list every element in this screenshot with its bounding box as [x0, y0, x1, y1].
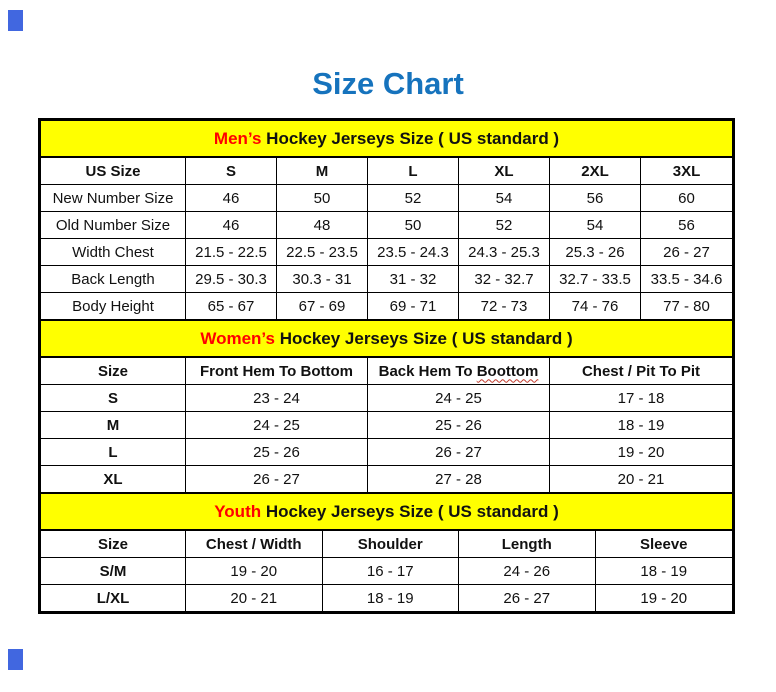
- table-cell: 30.3 - 31: [277, 266, 368, 293]
- womens-section-header: [41, 319, 732, 358]
- table-cell: 56: [550, 185, 641, 212]
- table-cell: 26 - 27: [641, 239, 732, 266]
- table-cell: 72 - 73: [459, 293, 550, 319]
- table-cell: 67 - 69: [277, 293, 368, 319]
- table-cell: 25.3 - 26: [550, 239, 641, 266]
- size-chart-table: [38, 118, 735, 614]
- table-cell: 25 - 26: [186, 439, 368, 466]
- section-title-highlight: Men’s: [213, 128, 262, 148]
- table-cell: 18 - 19: [550, 412, 732, 439]
- image-placeholder-icon: [8, 10, 23, 31]
- table-cell: 17 - 18: [550, 385, 732, 412]
- table-cell: 24 - 26: [459, 558, 596, 585]
- row-label: Back Length: [41, 266, 186, 293]
- table-cell: 23 - 24: [186, 385, 368, 412]
- table-cell: 25 - 26: [368, 412, 550, 439]
- row-label: New Number Size: [41, 185, 186, 212]
- column-header: 3XL: [641, 158, 732, 185]
- table-cell: 54: [550, 212, 641, 239]
- table-cell: 20 - 21: [550, 466, 732, 492]
- table-cell: 21.5 - 22.5: [186, 239, 277, 266]
- table-cell: 77 - 80: [641, 293, 732, 319]
- column-header: Size: [41, 531, 186, 558]
- table-cell: 56: [641, 212, 732, 239]
- column-header: M: [277, 158, 368, 185]
- table-cell: 32 - 32.7: [459, 266, 550, 293]
- section-title-text: Hockey Jerseys Size ( US standard ): [261, 501, 559, 521]
- row-label: Body Height: [41, 293, 186, 319]
- column-header: [368, 358, 550, 385]
- row-label: Old Number Size: [41, 212, 186, 239]
- table-cell: 19 - 20: [186, 558, 323, 585]
- table-cell: 19 - 20: [550, 439, 732, 466]
- table-cell: 32.7 - 33.5: [550, 266, 641, 293]
- column-header: Sleeve: [596, 531, 733, 558]
- section-title-highlight: Youth: [214, 501, 262, 521]
- column-header: L: [368, 158, 459, 185]
- table-cell: 20 - 21: [186, 585, 323, 611]
- table-cell: 18 - 19: [596, 558, 733, 585]
- row-label: S/M: [41, 558, 186, 585]
- column-header: Shoulder: [323, 531, 460, 558]
- table-cell: 24.3 - 25.3: [459, 239, 550, 266]
- header-text: Back Hem To: [378, 362, 477, 380]
- row-label: M: [41, 412, 186, 439]
- misspelled-word: Boottom: [476, 362, 539, 380]
- table-cell: 24 - 25: [186, 412, 368, 439]
- column-header: US Size: [41, 158, 186, 185]
- mens-section-header: [41, 121, 732, 158]
- table-cell: 18 - 19: [323, 585, 460, 611]
- row-label: L: [41, 439, 186, 466]
- table-cell: 16 - 17: [323, 558, 460, 585]
- table-cell: 52: [459, 212, 550, 239]
- column-header: Front Hem To Bottom: [186, 358, 368, 385]
- row-label: L/XL: [41, 585, 186, 611]
- column-header: Chest / Width: [186, 531, 323, 558]
- section-title-text: Hockey Jerseys Size ( US standard ): [261, 128, 560, 148]
- table-cell: 29.5 - 30.3: [186, 266, 277, 293]
- table-cell: 27 - 28: [368, 466, 550, 492]
- section-title-highlight: Women’s: [200, 328, 275, 348]
- table-cell: 22.5 - 23.5: [277, 239, 368, 266]
- table-cell: 46: [186, 212, 277, 239]
- column-header: Length: [459, 531, 596, 558]
- youth-grid: [41, 531, 732, 611]
- table-cell: 48: [277, 212, 368, 239]
- column-header: S: [186, 158, 277, 185]
- womens-grid: [41, 358, 732, 492]
- table-cell: 52: [368, 185, 459, 212]
- section-title-text: Hockey Jerseys Size ( US standard ): [274, 328, 573, 348]
- table-cell: 23.5 - 24.3: [368, 239, 459, 266]
- column-header: XL: [459, 158, 550, 185]
- youth-section-header: [41, 492, 732, 531]
- page-title: Size Chart: [312, 66, 464, 101]
- table-cell: 26 - 27: [459, 585, 596, 611]
- column-header: 2XL: [550, 158, 641, 185]
- table-cell: 26 - 27: [186, 466, 368, 492]
- column-header: Chest / Pit To Pit: [550, 358, 732, 385]
- row-label: XL: [41, 466, 186, 492]
- table-cell: 65 - 67: [186, 293, 277, 319]
- table-cell: 19 - 20: [596, 585, 733, 611]
- table-cell: 26 - 27: [368, 439, 550, 466]
- table-cell: 50: [368, 212, 459, 239]
- table-cell: 33.5 - 34.6: [641, 266, 732, 293]
- mens-grid: [41, 158, 732, 319]
- table-cell: 46: [186, 185, 277, 212]
- row-label: S: [41, 385, 186, 412]
- row-label: Width Chest: [41, 239, 186, 266]
- table-cell: 60: [641, 185, 732, 212]
- image-placeholder-icon: [8, 649, 23, 670]
- table-cell: 24 - 25: [368, 385, 550, 412]
- table-cell: 74 - 76: [550, 293, 641, 319]
- column-header: Size: [41, 358, 186, 385]
- table-cell: 31 - 32: [368, 266, 459, 293]
- table-cell: 50: [277, 185, 368, 212]
- table-cell: 54: [459, 185, 550, 212]
- table-cell: 69 - 71: [368, 293, 459, 319]
